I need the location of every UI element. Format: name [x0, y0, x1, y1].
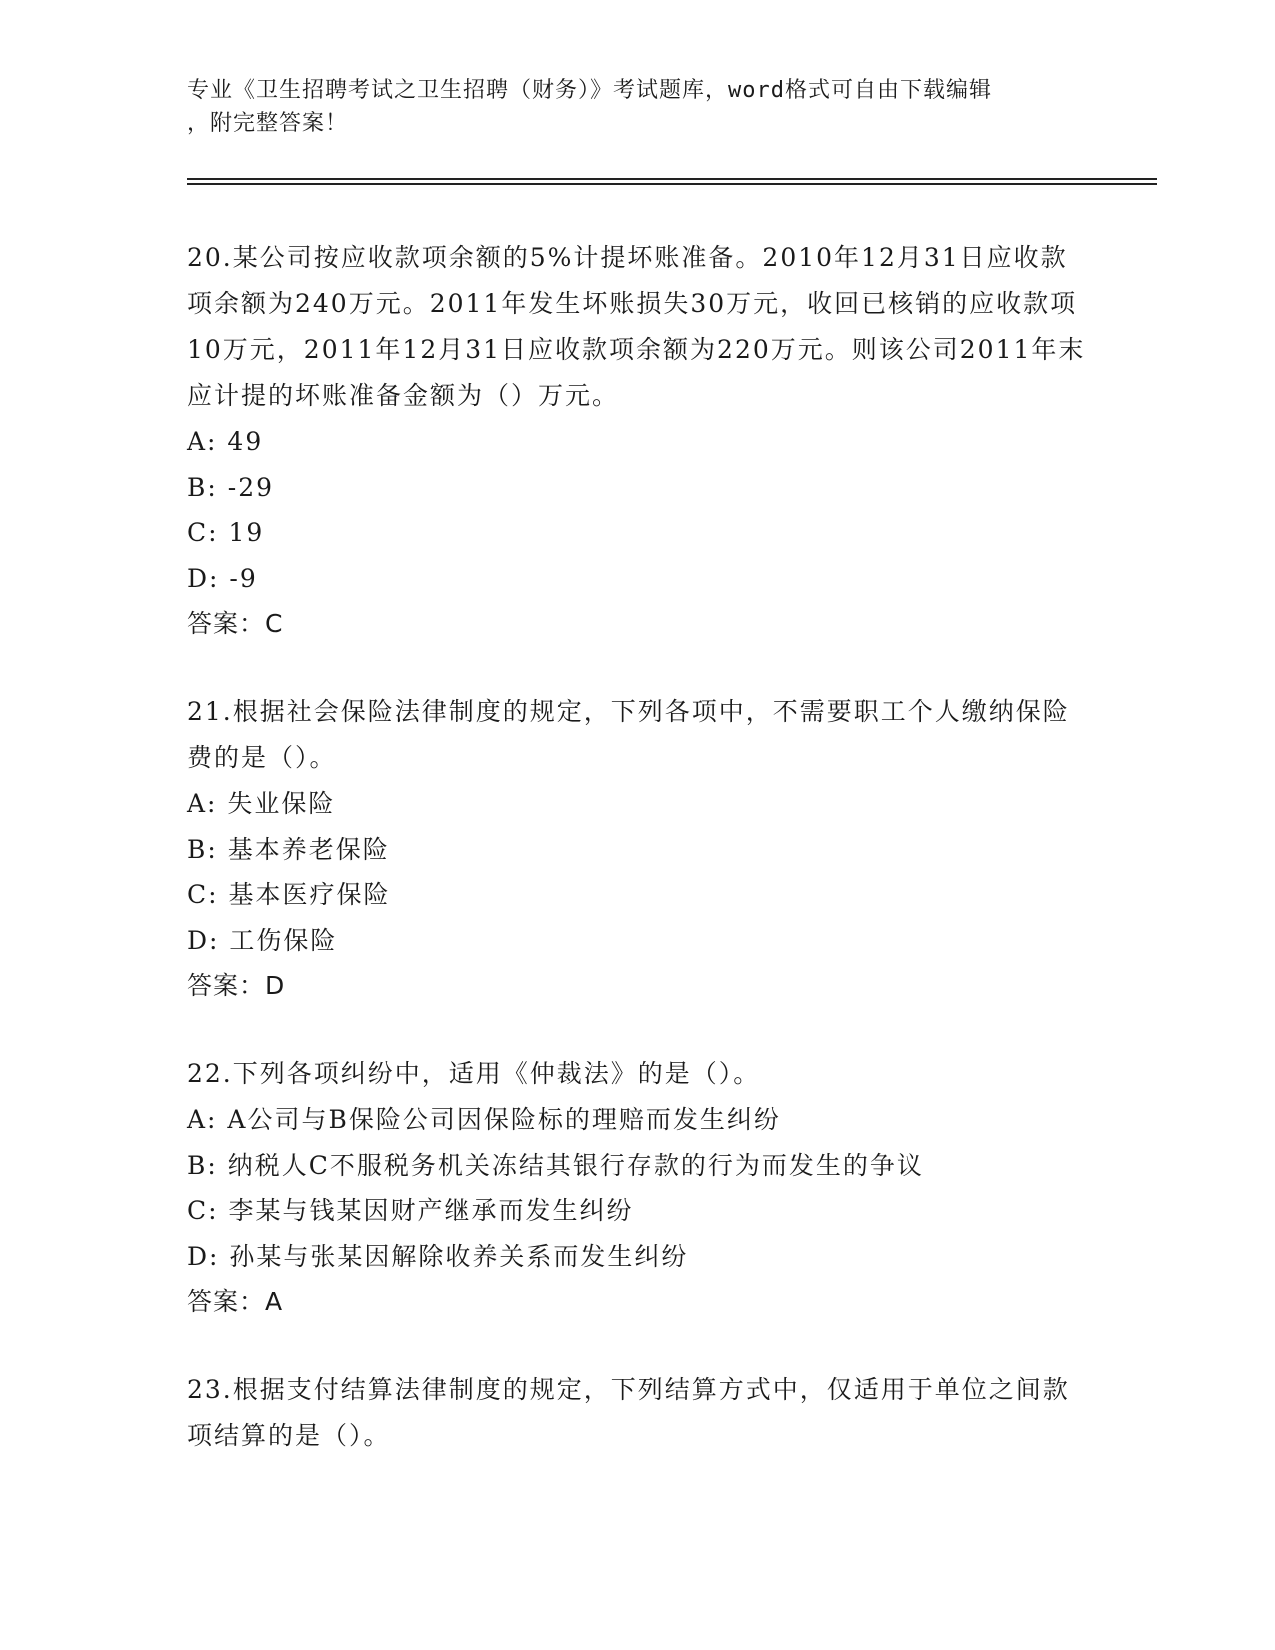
option-a: A: 49 [187, 427, 264, 456]
answer-label: 答案：D [187, 971, 286, 1000]
option-c: C: 19 [187, 518, 265, 547]
answer-label: 答案：A [187, 1287, 284, 1316]
document-header [187, 74, 1087, 140]
question-20 [187, 235, 1087, 647]
option-d: D: -9 [187, 563, 258, 593]
answer-label: 答案：C [187, 609, 284, 638]
question-stem: 22.下列各项纠纷中，适用《仲裁法》的是（）。 [187, 1059, 761, 1088]
option-a: A: 失业保险 [187, 789, 336, 818]
question-22 [187, 1051, 1087, 1325]
question-stem: 23.根据支付结算法律制度的规定，下列结算方式中，仅适用于单位之间款项结算的是（）。 [187, 1375, 1070, 1450]
option-a: A: A公司与B保险公司因保险标的理赔而发生纠纷 [187, 1105, 781, 1134]
question-stem: 20.某公司按应收款项余额的5%计提坏账准备。2010年12月31日应收款项余额为240万元。2011年发生坏账损失30万元，收回已核销的应收款项10万元，2011年12月31日应收款项余额为220万元。则该公司2011年末应计提的坏账准备金额为（）万元。 [187, 243, 1086, 410]
header-divider-top [187, 178, 1157, 180]
question-23 [187, 1367, 1087, 1459]
question-21 [187, 689, 1087, 1009]
option-c: C: 基本医疗保险 [187, 880, 391, 909]
option-d: D: 孙某与张某因解除收养关系而发生纠纷 [187, 1241, 689, 1271]
option-b: B: 纳税人C不服税务机关冻结其银行存款的行为而发生的争议 [187, 1150, 924, 1180]
header-line-2: ，附完整答案！ [187, 111, 349, 136]
header-line-1: 专业《卫生招聘考试之卫生招聘（财务）》考试题库，word格式可自由下载编辑 [187, 78, 992, 103]
option-c: C: 李某与钱某因财产继承而发生纠纷 [187, 1196, 634, 1225]
question-list [187, 235, 1087, 1501]
option-d: D: 工伤保险 [187, 925, 338, 955]
header-divider-bottom [187, 183, 1157, 185]
option-b: B: 基本养老保险 [187, 834, 390, 864]
question-stem: 21.根据社会保险法律制度的规定，下列各项中，不需要职工个人缴纳保险费的是（）。 [187, 697, 1070, 772]
option-b: B: -29 [187, 472, 274, 502]
